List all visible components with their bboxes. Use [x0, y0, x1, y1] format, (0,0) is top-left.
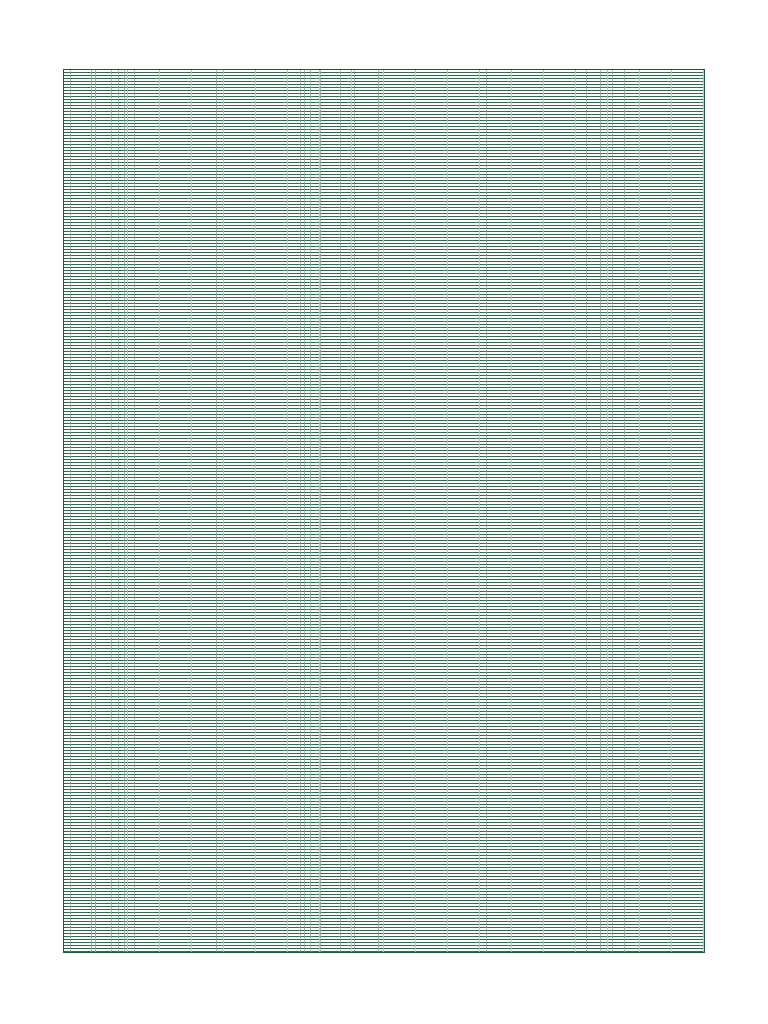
spreadsheet-table [63, 69, 705, 953]
data-grid [64, 70, 704, 952]
